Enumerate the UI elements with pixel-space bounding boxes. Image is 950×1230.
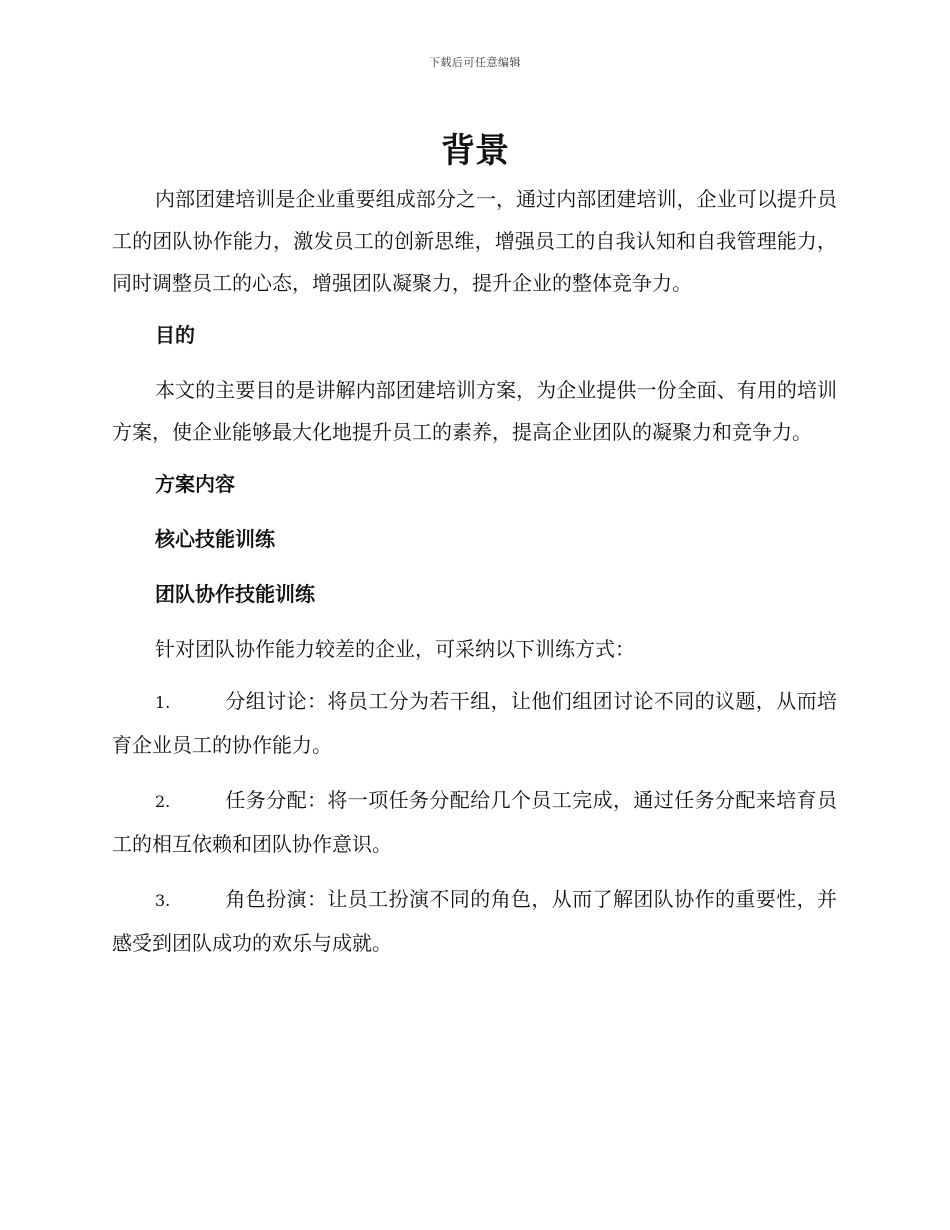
list-item [112, 680, 837, 766]
list-item [112, 878, 837, 964]
list-item [112, 779, 837, 865]
list-number: 3. [155, 891, 171, 910]
list-number: 2. [155, 792, 171, 811]
page-title: 背景 [441, 131, 509, 171]
core-skills-heading: 核心技能训练 [155, 527, 275, 551]
plan-heading: 方案内容 [155, 472, 235, 496]
list-number: 1. [155, 693, 171, 712]
purpose-paragraph: 本文的主要目的是讲解内部团建培训方案，为企业提供一份全面、有用的培训方案，使企业能够最大化地提升员工的素养，提高企业团队的凝聚力和竞争力。 [112, 378, 837, 444]
list-text: 角色扮演：让员工扮演不同的角色，从而了解团队协作的重要性，并感受到团队成功的欢乐与成就。 [112, 887, 837, 955]
purpose-heading: 目的 [155, 323, 195, 347]
teamwork-intro: 针对团队协作能力较差的企业，可采纳以下训练方式： [155, 637, 635, 661]
document-body [112, 178, 837, 977]
background-paragraph: 内部团建培训是企业重要组成部分之一，通过内部团建培训，企业可以提升员工的团队协作能力，激发员工的创新思维，增强员工的自我认知和自我管理能力，同时调整员工的心态，增强团队凝聚力，提升企业的整体竞争力。 [112, 187, 837, 295]
teamwork-heading: 团队协作技能训练 [155, 582, 315, 606]
header-note: 下载后可任意编辑 [429, 56, 521, 69]
list-text: 分组讨论：将员工分为若干组，让他们组团讨论不同的议题，从而培育企业员工的协作能力。 [112, 689, 837, 757]
list-text: 任务分配：将一项任务分配给几个员工完成，通过任务分配来培育员工的相互依赖和团队协作意识。 [112, 788, 837, 856]
